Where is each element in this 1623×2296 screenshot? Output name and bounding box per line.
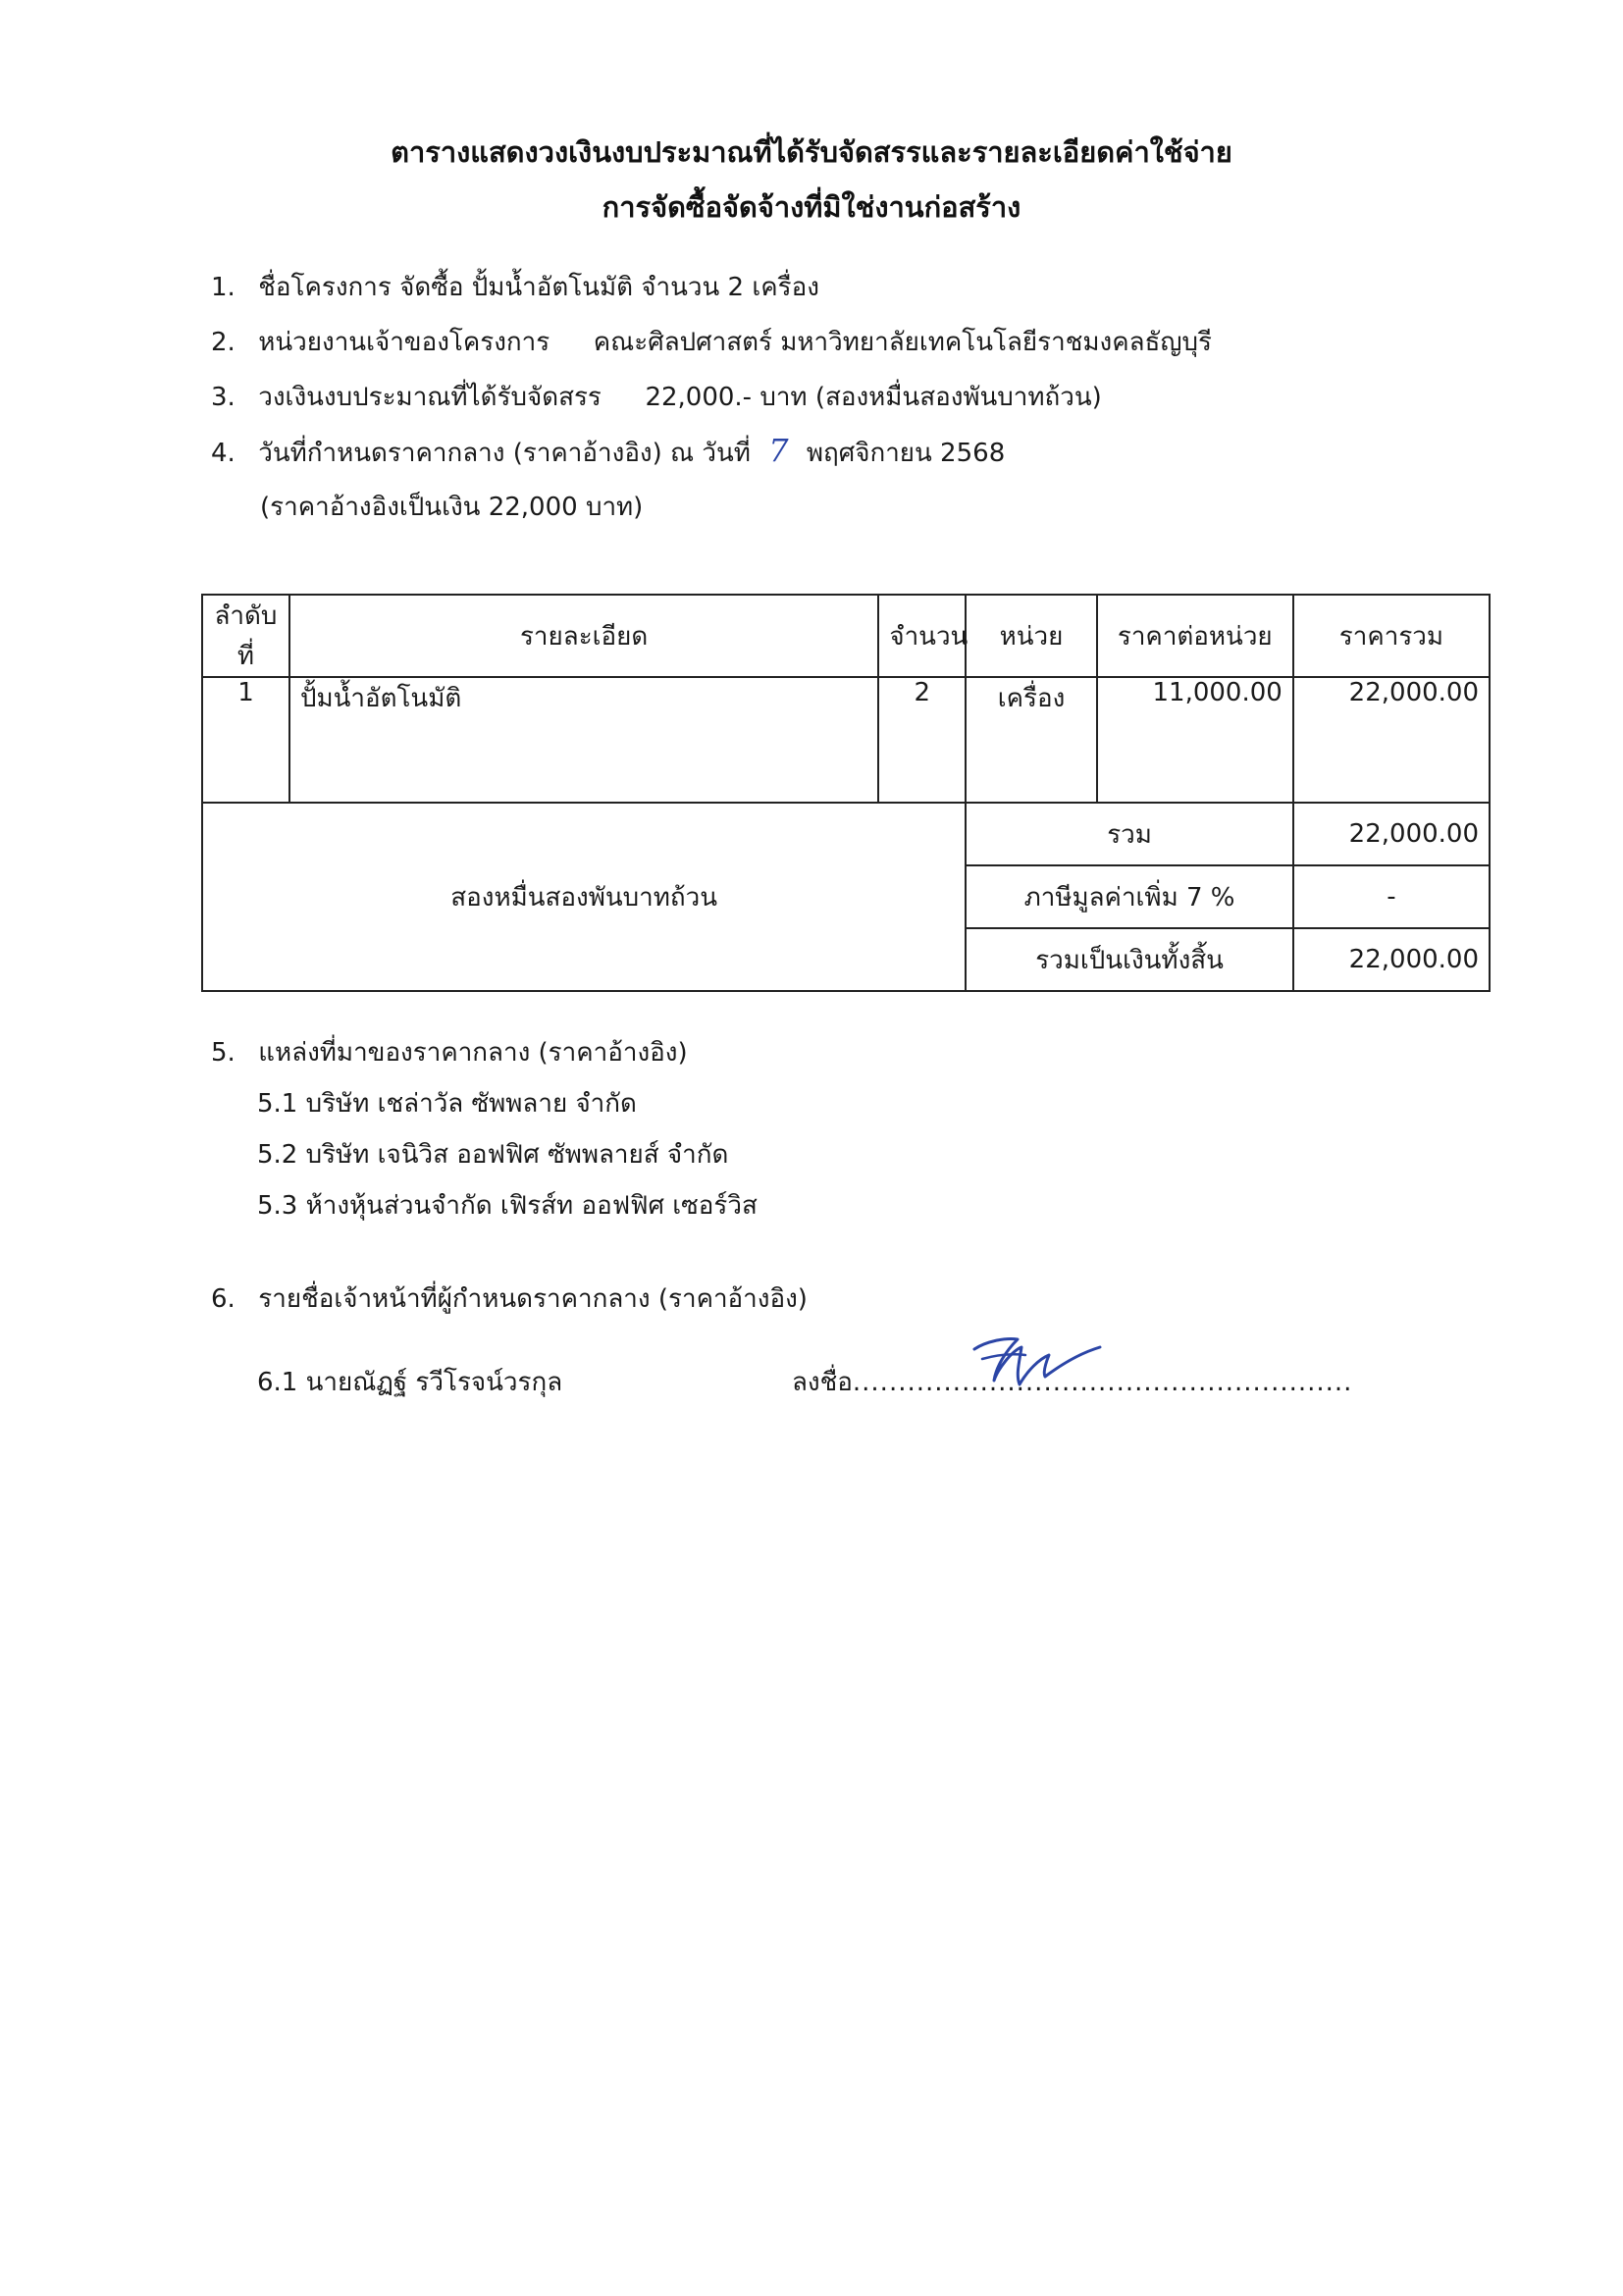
- cell-unit: เครื่อง: [966, 677, 1096, 803]
- handwritten-signature-icon: [967, 1330, 1104, 1398]
- item-4-suffix: พฤศจิกายน 2568: [806, 439, 1006, 468]
- signature-label: ลงชื่อ: [792, 1368, 853, 1397]
- officials-heading: [211, 1278, 808, 1319]
- sources-number: 5.: [211, 1038, 236, 1068]
- header-unit: หน่วย: [966, 595, 1096, 677]
- document-title-line1: ตารางแสดงวงเงินงบประมาณที่ได้รับจัดสรรและรายละเอียดค่าใช้จ่าย: [391, 135, 1232, 169]
- budget-table: [201, 594, 1491, 992]
- source-item-1: 5.1 บริษัท เชล่าวัล ซัพพลาย จำกัด: [257, 1089, 637, 1119]
- document-title-line2: การจัดซื้อจัดจ้างที่มิใช่งานก่อสร้าง: [602, 190, 1021, 224]
- header-index: ลำดับที่: [202, 595, 289, 677]
- item-4: [211, 432, 1005, 473]
- item-3-value: 22,000.- บาท (สองหมื่นสองพันบาทถ้วน): [645, 383, 1102, 412]
- grand-total-label: รวมเป็นเงินทั้งสิ้น: [966, 928, 1293, 991]
- officials-heading-text: รายชื่อเจ้าหน้าที่ผู้กำหนดราคากลาง (ราคาอ้างอิง): [258, 1284, 808, 1314]
- item-3: [211, 377, 1102, 417]
- header-description: รายละเอียด: [289, 595, 878, 677]
- table-row: [202, 677, 1490, 803]
- table-header-row: [202, 595, 1490, 677]
- header-total: ราคารวม: [1293, 595, 1490, 677]
- sum-label: รวม: [966, 803, 1293, 865]
- vat-value: -: [1293, 865, 1490, 928]
- officials-number: 6.: [211, 1284, 236, 1314]
- sources-heading-text: แหล่งที่มาของราคากลาง (ราคาอ้างอิง): [258, 1038, 688, 1068]
- cell-description: ปั้มน้ำอัตโนมัติ: [289, 677, 878, 803]
- item-1-number: 1.: [211, 273, 236, 302]
- vat-label: ภาษีมูลค่าเพิ่ม 7 %: [966, 865, 1293, 928]
- cell-unit-price: 11,000.00: [1097, 677, 1293, 803]
- item-4-sub: (ราคาอ้างอิงเป็นเงิน 22,000 บาท): [260, 493, 644, 522]
- item-4-number: 4.: [211, 439, 236, 468]
- header-quantity: จำนวน: [878, 595, 966, 677]
- official-name: 6.1 นายณัฏฐ์ รวีโรจน์วรกุล: [257, 1368, 563, 1397]
- sources-heading: [211, 1032, 688, 1072]
- header-unit-price: ราคาต่อหน่วย: [1097, 595, 1293, 677]
- item-3-number: 3.: [211, 383, 236, 412]
- item-1-text: ชื่อโครงการ จัดซื้อ ปั้มน้ำอัตโนมัติ จำนวน 2 เครื่อง: [258, 273, 819, 302]
- item-2-number: 2.: [211, 328, 236, 357]
- item-2-label: หน่วยงานเจ้าของโครงการ: [258, 328, 550, 357]
- sum-row: [202, 803, 1490, 865]
- sum-value: 22,000.00: [1293, 803, 1490, 865]
- source-item-2: 5.2 บริษัท เจนิวิส ออฟฟิศ ซัพพลายส์ จำกัด: [257, 1140, 729, 1170]
- cell-quantity: 2: [878, 677, 966, 803]
- signature-dots: .......................................................: [852, 1368, 1353, 1397]
- cell-index: 1: [202, 677, 289, 803]
- item-4-day-handwritten: 7: [768, 432, 789, 469]
- grand-total-value: 22,000.00: [1293, 928, 1490, 991]
- cell-total: 22,000.00: [1293, 677, 1490, 803]
- source-item-3: 5.3 ห้างหุ้นส่วนจำกัด เฟิรส์ท ออฟฟิศ เซอร์วิส: [257, 1191, 758, 1221]
- item-1: [211, 267, 819, 307]
- item-4-prefix: วันที่กำหนดราคากลาง (ราคาอ้างอิง) ณ วันที่: [258, 439, 751, 468]
- item-2: [211, 322, 1212, 362]
- item-3-label: วงเงินงบประมาณที่ได้รับจัดสรร: [258, 383, 602, 412]
- item-2-value: คณะศิลปศาสตร์ มหาวิทยาลัยเทคโนโลยีราชมงคลธัญบุรี: [593, 328, 1213, 357]
- amount-in-words: สองหมื่นสองพันบาทถ้วน: [202, 803, 966, 991]
